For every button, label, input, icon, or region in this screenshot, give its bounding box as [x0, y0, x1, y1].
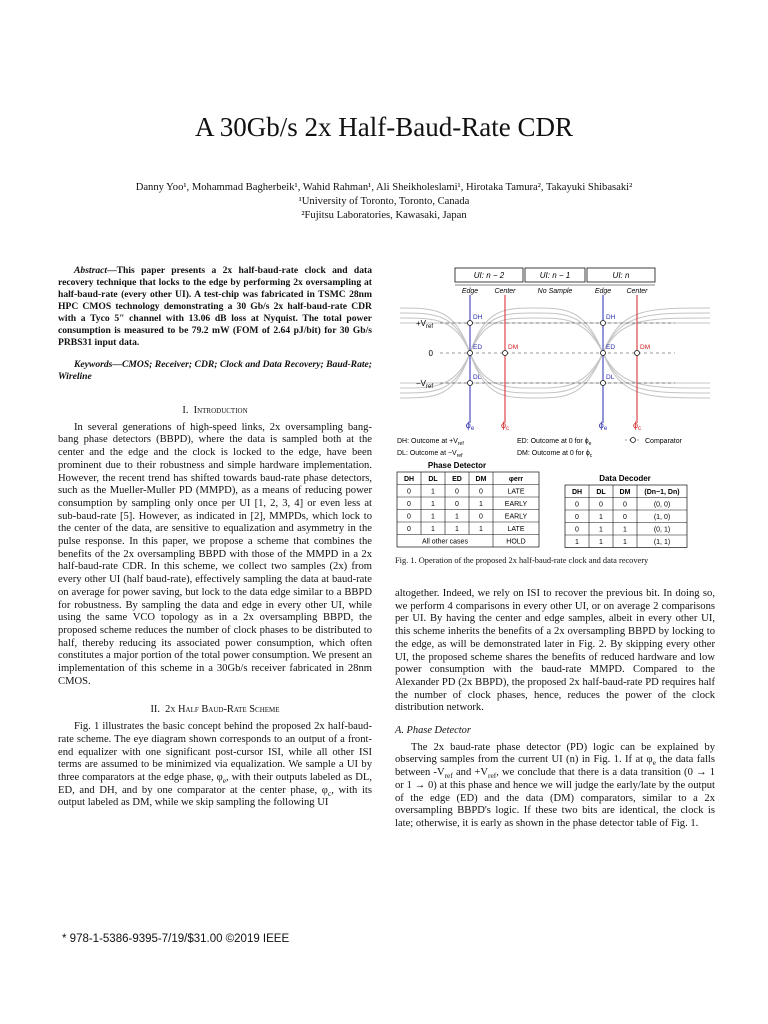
pd-cell: LATE: [507, 526, 525, 533]
center-label-2: Center: [626, 288, 648, 295]
phi-c-label-1: $\phi_c$: [500, 420, 510, 432]
dd-cell: 0: [599, 501, 603, 509]
pd-header-cell: DH: [403, 476, 415, 483]
dd-cell: 1: [599, 539, 603, 546]
author-names: Danny Yoo¹, Mohammad Bagherbeik¹, Wahid Rahman¹, Ali Sheikholeslami¹, Hirotaka Tamura², Takayuki Shibasaki²: [135, 182, 633, 193]
copyright-footer: * 978-1-5386-9395-7/19/$31.00 ©2019 IEEE: [62, 933, 290, 945]
dd-header-cell: DM: [619, 489, 631, 496]
dd-cell: 1: [575, 539, 579, 546]
section-2-heading: II. 2x Half Baud-Rate Scheme: [150, 704, 280, 716]
dd-cell: (0, 1): [653, 526, 671, 534]
data-decoder-table: [565, 485, 687, 548]
section-1-heading: I. Introduction: [182, 405, 248, 416]
dd-header-cell: (Dn−1, Dn): [644, 489, 680, 496]
eye-diagram: [395, 263, 720, 553]
phase-detector-table: [397, 472, 539, 547]
paper-title: A 30Gb/s 2x Half-Baud-Rate CDR: [195, 112, 573, 142]
keywords-text: —CMOS; Receiver; CDR; Clock and Data Recovery; Baud-Rate; Wireline: [58, 359, 372, 382]
pd-cell: 0: [407, 513, 411, 521]
dd-header-cell: DH: [571, 489, 583, 496]
ui-label-n1: UI: n − 1: [539, 271, 571, 280]
dd-table-title: Data Decoder: [599, 474, 651, 483]
pd-header-cell: DL: [428, 476, 438, 483]
right-para-cont: altogether. Indeed, we rely on ISI to recover the previous bit. In doing so, we perform 4 comparisons in every other UI, or on average 2 comparisons per UI. By having the center and edge samples, albeit in every other UI, this scheme inherits the benefits of a 2x oversampling BBPD by locking to the edge, as will be demonstrated later in Fig. 2. By skipping every other UI, the proposed scheme shares the benefits of reduced hardware and low power consumption with the baud-rate MMPD. Compared to the Alexander PD (2x BBPD), the proposed 2x half-baud-rate PD requires half the number of clock phases, hence, reduces the power of the clock distribution network.: [395, 588, 715, 714]
pd-cell: 0: [455, 488, 459, 496]
pd-other-cases: All other cases: [422, 538, 468, 546]
pd-cell: 1: [455, 526, 459, 533]
dm-label-1: DM: [508, 344, 519, 351]
abstract: [58, 265, 372, 349]
affiliation-2: ²Fujitsu Laboratories, Kawasaki, Japan: [301, 210, 467, 221]
pd-cell: 1: [431, 488, 435, 496]
pd-cell: 0: [407, 501, 411, 508]
pd-header-cell: φerr: [508, 476, 524, 483]
ed-label-1: ED: [473, 344, 483, 351]
vref-pos-label: $+V_{ref}$: [415, 319, 433, 330]
dd-cell: 0: [623, 514, 627, 521]
edge-label-1: Edge: [461, 288, 479, 295]
section-2-para: Fig. 1 illustrates the basic concept behind the proposed 2x half-baud-rate scheme. The eye diagram shown corresponds to an output of a front-end equalizer with one significant post-cursor ISI, while all other ISI terms are assumed to be minimized via equalization. We sample a UI by three comparators at the edge phase, $\varphi_e$, with their outputs labeled as DL, ED, and DH, and by one comparator at the center phase, $\varphi_c$, with its output labeled as DM, while we skip sampling the following UI: [58, 721, 372, 809]
ui-label-n2: UI: n − 2: [473, 271, 505, 280]
author-block: [40, 181, 728, 223]
dl-label-2: DL: [606, 374, 615, 381]
right-column: [395, 588, 715, 831]
dm-label-2: DM: [640, 344, 651, 351]
pd-header-cell: ED: [452, 476, 462, 483]
figure-1: [395, 263, 720, 573]
legend-dl: DL: Outcome at $-V_{ref}$: [397, 450, 463, 459]
pd-table-title: Phase Detector: [427, 461, 487, 470]
pd-cell: 1: [455, 513, 459, 521]
pd-cell: 0: [479, 513, 483, 521]
pd-cell: EARLY: [504, 501, 528, 508]
phase-detector-para: The 2x baud-rate phase detector (PD) logic can be explained by observing samples from the current UI (n) in Fig. 1. If at $\varphi_e$ the data falls between $-V_{ref}$ and $+V_{ref}$, we conclude that there is a data transition (0 → 1 or 1 → 0) at this phase and hence we will judge the early/late by the output of the edge (ED) and the data (DM) comparators, similar to a 2x oversampling BBPD's logic. If these two bits are identical, the clock is late; otherwise, it is early as shown in the phase detector table of Fig. 1.: [395, 741, 715, 829]
legend-dh: DH: Outcome at $+V_{ref}$: [397, 438, 464, 447]
abstract-label: Abstract: [74, 265, 108, 276]
legend-ed: ED: Outcome at 0 for $\phi_e$: [517, 438, 592, 447]
left-column: [58, 265, 372, 810]
subsection-a-heading: A. Phase Detector: [395, 725, 471, 737]
ui-label-n: UI: n: [612, 271, 630, 280]
pd-cell: EARLY: [504, 513, 528, 521]
legend-dm: DM: Outcome at 0 for $\phi_c$: [517, 450, 593, 459]
pd-cell: 0: [407, 488, 411, 496]
section-1-para: In several generations of high-speed links, 2x oversampling bang-bang phase detectors (BBPD), where the data is sampled both at the center and the edge and the clock is locked to the edge, have been prominent due to their robustness and simple hardware implementation. However, the recent trend has shifted towards baud-rate phase detectors, such as the Mueller-Muller PD (MMPD), as a means of reducing power consumption by sampling only once per UI [1, 2, 3, 4] or even less at sub-baud-rate [5]. However, as indicated in [2], MMPDs, which lock to the center of the data, are sensitive to equalization and asymmetry in the pulse response. In this paper, we propose a scheme that combines the benefits of the 2x oversampling BBPD with those of the MMPD in a 2x half-baud-rate CDR. In this scheme, we collect two samples (2x) from every other UI (half baud-rate), effectively sampling the data at baud-rate on average for power saving, but lock to the data edge similar to a BBPD for robustness. By sampling the data and edge in every other UI, while using the same VCO topology as in a 2x oversampling BBPD, the proposed scheme reduces the number of clock phases to be distributed to half, thereby reducing its associated power consumption, which often constitutes a major portion of the total power consumption. We present an implementation of this scheme in a 30Gb/s receiver fabricated in 28nm CMOS.: [58, 421, 372, 687]
dd-header-cell: DL: [596, 489, 606, 496]
pd-cell: LATE: [507, 488, 525, 496]
pd-cell: 1: [479, 501, 483, 508]
no-sample-label: No Sample: [537, 288, 573, 295]
phi-c-label-2: $\phi_c$: [632, 420, 642, 432]
keywords-label: Keywords: [74, 359, 113, 370]
dh-label-1: DH: [473, 314, 483, 321]
dd-cell: 1: [599, 514, 603, 521]
dh-label-2: DH: [606, 314, 616, 321]
dd-cell: 0: [575, 526, 579, 534]
figure-caption: Fig. 1. Operation of the proposed 2x half-baud-rate clock and data recovery: [395, 556, 649, 565]
dd-cell: (1, 0): [653, 514, 671, 521]
edge-label-2: Edge: [594, 288, 612, 295]
vref-neg-label: $-V_{ref}$: [415, 379, 433, 390]
dd-cell: 0: [623, 501, 627, 509]
pd-cell: 0: [455, 501, 459, 508]
dl-label-1: DL: [473, 374, 482, 381]
dd-cell: 1: [599, 526, 603, 534]
pd-cell: 1: [431, 513, 435, 521]
dd-cell: (1, 1): [653, 539, 671, 546]
affiliation-1: ¹University of Toronto, Toronto, Canada: [298, 196, 470, 207]
pd-cell: 0: [407, 526, 411, 533]
dd-cell: 1: [623, 526, 627, 534]
pd-header-cell: DM: [475, 476, 487, 483]
pd-cell: 1: [431, 526, 435, 533]
abstract-text: —This paper presents a 2x half-baud-rate clock and data recovery technique that locks to the edge by performing 2x oversampling at half-baud-rate (every other UI). A test-chip was fabricated in TSMC 28nm HPC CMOS technology demonstrating a 30 Gb/s 2x half-baud-rate CDR with a Tyco 5" channel with 13.06 dB loss at Nyquist. The total power consumption is measured to be 79.2 mW (FOM of 2.64 pJ/bit) for 30 Gb/s PRBS31 input data.: [58, 265, 372, 348]
dd-cell: 1: [623, 539, 627, 546]
legend-comparator: Comparator: [645, 438, 682, 445]
dd-cell: 0: [575, 501, 579, 509]
pd-hold: HOLD: [506, 538, 526, 546]
pd-cell: 1: [431, 501, 435, 508]
ed-label-2: ED: [606, 344, 616, 351]
zero-label: 0: [428, 349, 433, 358]
dd-cell: 0: [575, 514, 579, 521]
pd-cell: 0: [479, 488, 483, 496]
center-label-1: Center: [494, 288, 516, 295]
figure-legend: [397, 438, 683, 460]
keywords: [58, 359, 372, 383]
dd-cell: (0, 0): [653, 501, 671, 509]
phi-e-label-1: $\phi_e$: [465, 420, 475, 432]
phi-e-label-2: $\phi_e$: [598, 420, 608, 432]
pd-cell: 1: [479, 526, 483, 533]
